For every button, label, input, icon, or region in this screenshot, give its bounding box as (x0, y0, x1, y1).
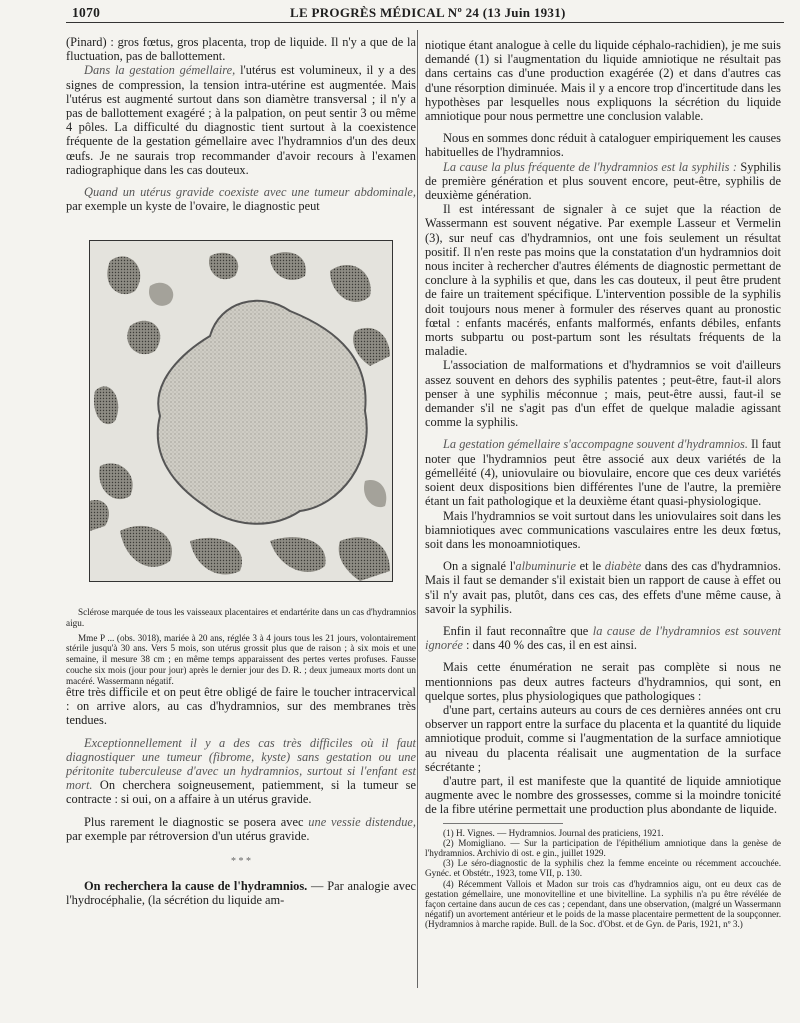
paragraph: Plus rarement le diagnostic se posera avec une vessie distendue, par exemple par rétroversion d'un utérus gravide. (66, 814, 416, 843)
paragraph: L'association de malformations et d'hydramnios se voit d'ailleurs assez souvent en dehors des syphilis patentes ; peut-être, faut-il alors penser à une syphilis méconnue ; mais, peut-être aussi, faut-il se demander s'il ne s'agit pas d'un effet de quelque maladie agissant comme la syphilis. (425, 358, 781, 430)
footnote: (4) Récemment Vallois et Madon sur trois cas d'hydramnios aigu, ont eu deux cas de gestation gémellaire, une monovitelline et une bivitelline. La syphilis n'a pu être révélée de façon certaine dans aucun de ces cas ; cependant, dans une observation, (malgré un Wassermann négatif) un avortement antérieur et le poids de la masse placentaire permettent de la soupçonner. (Hydramnios à marche rapide. Bull. de la Soc. d'Obst. et de Gyn. de Paris, 1921, nº 3.) (425, 878, 781, 930)
page-header (72, 2, 772, 20)
left-column-bottom (66, 685, 416, 908)
paragraph: Quand un utérus gravide coexiste avec une tumeur abdominale, par exemple un kyste de l'ovaire, le diagnostic peut (66, 185, 416, 214)
micrograph-figure (89, 240, 393, 582)
running-title: LE PROGRÈS MÉDICAL Nº 24 (13 Juin 1931) (290, 5, 566, 20)
footnote: (2) Momigliano. — Sur la participation de l'épithélium amniotique dans la genèse de l'hydramnios. Archivio di ost. e gin., juillet 1929. (425, 837, 781, 858)
footnote: (1) H. Vignes. — Hydramnios. Journal des praticiens, 1921. (443, 827, 664, 838)
paragraph: La cause la plus fréquente de l'hydramnios est la syphilis : Syphilis de première génération et plus souvent encore, peut-être, syphilis de deuxième génération. (425, 159, 782, 203)
footnotes (425, 828, 781, 930)
micrograph-image (90, 241, 392, 581)
paragraph: Exceptionnellement il y a des cas très difficiles où il faut diagnostiquer une tumeur (fibrome, kyste) sans gestation ou une péritonite tuberculeuse d'avec un hydramnios, surtout si l'enfant est mort. On cherchera soigneusement, patiemment, si la tumeur se contracte : si oui, on a affaire à un utérus gravide. (66, 735, 416, 807)
left-column-top (66, 35, 416, 213)
paragraph: On a signalé l'albuminurie et le diabète dans des cas d'hydramnios. Mais il faut se demander s'il existait bien un rapport de cause à effet ou s'il n'y avait pas, plutôt, dans ces cas, des effets d'une même cause, à savoir la syphilis. (425, 559, 781, 616)
paragraph: Il est intéressant de signaler à ce sujet que la réaction de Wassermann est souvent négative. Par exemple Lasseur et Vermelin (3), sur neuf cas d'hydramnios, ont une fois seulement un résultat positif. Il n'en reste pas moins que la constatation d'un hydramnios doit nous inciter à rechercher d'autres éléments de diagnostic permettant de conclure à la syphilis et que, dans les cas douteux, il peut être prudent de faire un traitement spécifique. L'intervention possible de la syphilis doit toujours nous mener à formuler des réserves quant au pronostic fœtal : enfants macérés, enfants malformés, enfants débiles, enfants morts subpartu ou post-partum sont les résultats fréquents de la maladie. (425, 202, 781, 359)
caption-observation: Mme P ... (obs. 3018), mariée à 20 ans, réglée 3 à 4 jours tous les 21 jours, volontairement stérile jusqu'à 30 ans. Vers 5 mois, son utérus grossit plus que de raison ; à six mois et une semaine, il mesure 38 cm ; en même temps apparaissent des pertes vertes profuses. Fausse couche six mois (jour pour jour) après le dernier jour des D. R. ; deux jumeaux morts dont un macéré. Wassermann négatif. (66, 632, 416, 686)
paragraph: On recherchera la cause de l'hydramnios. — Par analogie avec l'hydrocéphalie, (la sécrétion du liquide am- (66, 879, 416, 908)
paragraph: Mais cette énumération ne serait pas complète si nous ne mentionnions pas deux autres facteurs d'hydramnios, qui sont, en quelque sortes, plus physiologiques que pathologiques : (425, 660, 781, 703)
footnote: (3) Le séro-diagnostic de la syphilis chez la femme enceinte ou récemment accouchée. Gynéc. et Obstétr., 1923, tome VII, p. 130. (425, 858, 781, 879)
caption-title: Sclérose marquée de tous les vaisseaux placentaires et endartérite dans un cas d'hydramnios aigu. (66, 607, 416, 628)
paragraph: Mais l'hydramnios se voit surtout dans les uniovulaires soit dans les biamniotiques avec communications vasculaires entre les deux fœtus, soit dans les monoamniotiques. (425, 508, 781, 551)
paragraph: (Pinard) : gros fœtus, gros placenta, trop de liquide. Il n'y a que de la fluctuation, pas de ballottement. (66, 35, 416, 64)
figure-caption (66, 607, 416, 687)
paragraph: La gestation gémellaire s'accompagne souvent d'hydramnios. Il faut noter que l'hydramnios peut être associé aux deux variétés de la gémelléité (4), uniovulaire ou biovulaire, encore que ces deux variétés soient deux dispositions bien différentes l'une de l'autre, la première étant un fait pathologique et la deuxième étant quasi-physiologique. (425, 437, 781, 509)
column-divider (417, 30, 418, 988)
section-separator: * * * (231, 856, 251, 868)
paragraph: être très difficile et on peut être obligé de faire le toucher intracervical : on arrive alors, au cas d'hydramnios, sur des membranes très tendues. (66, 685, 416, 728)
paragraph: d'une part, certains auteurs au cours de ces dernières années ont cru observer un rapport entre la surface du placenta et la quantité du liquide amniotique produit, comme si l'augmentation de la surface amniotique au niveau du placenta réalisait une augmentation de la surface sécrétante ; (425, 702, 781, 774)
paragraph: Dans la gestation gémellaire, l'utérus est volumineux, il y a des signes de compression, la tension intra-utérine est augmentée. Mais l'utérus est augmenté surtout dans son diamètre transversal ; il n'y a pas de ballottement exagéré ; à la palpation, on peut sentir 3 ou même 4 pôles. La difficulté du diagnostic tient surtout à la coexistence fréquente de la gestation gémellaire avec l'hydramnios d'un des deux œufs. Je ne saurais trop recommander d'avoir recours à l'examen radiographique dans les cas douteux. (66, 63, 416, 177)
footnote-rule (443, 823, 563, 824)
paragraph: niotique étant analogue à celle du liquide céphalo-rachidien), je me suis demandé (1) si l'augmentation du liquide amniotique ne résultait pas dans certains cas d'une production exagérée (2) et dans d'autres cas d'une résorption diminuée. Mais il y a encore trop d'incertitude dans les hypothèses par lesquelles nous expliquons la sécrétion du liquide amniotique pour nous permettre une conclusion valable. (425, 38, 781, 124)
paragraph: Enfin il faut reconnaître que la cause de l'hydramnios est souvent ignorée : dans 40 % des cas, il en est ainsi. (425, 623, 781, 653)
paragraph: d'autre part, il est manifeste que la quantité de liquide amniotique augmente avec le nombre des grossesses, comme si la moindre tonicité de la fibre utérine permettait une production plus abondante de liquide. (425, 773, 781, 817)
paragraph: Nous en sommes donc réduit à cataloguer empiriquement les causes habituelles de l'hydramnios. (425, 131, 781, 160)
right-column (425, 38, 781, 930)
header-rule (66, 22, 784, 23)
page-number: 1070 (72, 5, 101, 20)
